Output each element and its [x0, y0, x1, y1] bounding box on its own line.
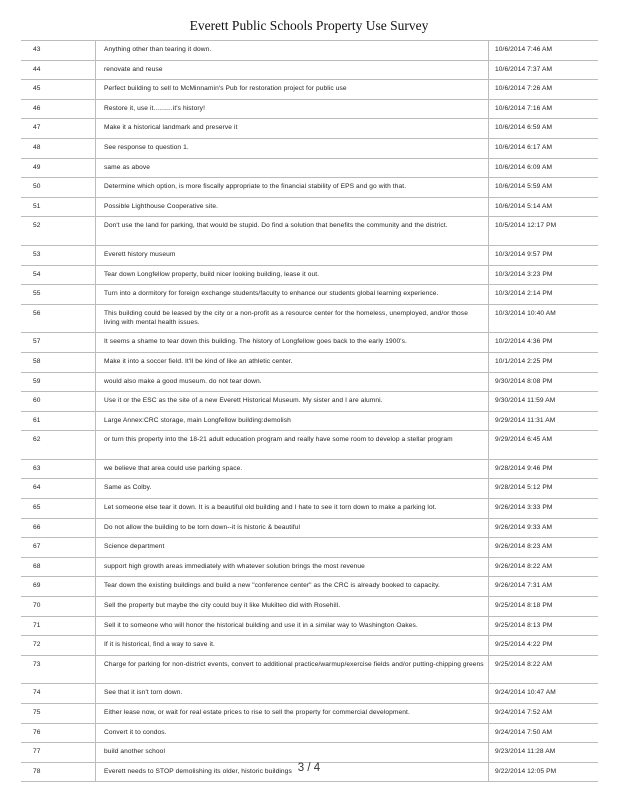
response-date: 10/6/2014 7:46 AM — [489, 41, 599, 61]
response-date: 10/3/2014 2:14 PM — [489, 285, 599, 305]
response-text: or turn this property into the 18-21 adult education program and really have some room to develop a stellar program — [96, 431, 489, 460]
response-number: 66 — [21, 518, 96, 538]
response-text: Either lease now, or wait for real estate prices to rise to sell the property for commercial development. — [96, 704, 489, 724]
response-date: 10/6/2014 5:14 AM — [489, 197, 599, 217]
table-row — [21, 304, 598, 333]
table-row — [21, 99, 598, 119]
response-date: 10/3/2014 3:23 PM — [489, 265, 599, 285]
response-number: 65 — [21, 499, 96, 519]
response-number: 74 — [21, 684, 96, 704]
response-date: 9/26/2014 8:22 AM — [489, 557, 599, 577]
response-number: 46 — [21, 99, 96, 119]
table-row — [21, 557, 598, 577]
response-number: 45 — [21, 80, 96, 100]
table-row — [21, 119, 598, 139]
response-date: 9/26/2014 8:23 AM — [489, 538, 599, 558]
response-number: 55 — [21, 285, 96, 305]
page-title: Everett Public Schools Property Use Survey — [189, 18, 429, 33]
response-date: 10/6/2014 7:37 AM — [489, 60, 599, 80]
response-number: 54 — [21, 265, 96, 285]
table-row — [21, 723, 598, 743]
response-text: This building could be leased by the city or a non-profit as a resource center for the homeless, unemployed, and/or those living with mental health issues. — [96, 304, 489, 333]
response-date: 9/29/2014 11:31 AM — [489, 411, 599, 431]
table-row — [21, 285, 598, 305]
table-row — [21, 704, 598, 724]
response-text: would also make a good museum. do not tear down. — [96, 372, 489, 392]
response-text: Let someone else tear it down. It is a beautiful old building and I hate to see it torn down to make a parking lot. — [96, 499, 489, 519]
response-text: Large Annex:CRC storage, main Longfellow building:demolish — [96, 411, 489, 431]
response-date: 9/28/2014 9:46 PM — [489, 459, 599, 479]
response-number: 70 — [21, 597, 96, 617]
table-row — [21, 479, 598, 499]
response-date: 9/25/2014 4:22 PM — [489, 636, 599, 656]
response-number: 47 — [21, 119, 96, 139]
table-row — [21, 411, 598, 431]
response-text: renovate and reuse — [96, 60, 489, 80]
table-row — [21, 158, 598, 178]
response-number: 52 — [21, 217, 96, 246]
response-date: 10/6/2014 7:16 AM — [489, 99, 599, 119]
table-row — [21, 392, 598, 412]
response-text: same as above — [96, 158, 489, 178]
table-row — [21, 333, 598, 353]
response-date: 9/24/2014 7:52 AM — [489, 704, 599, 724]
response-number: 59 — [21, 372, 96, 392]
table-row — [21, 372, 598, 392]
response-text: Everett needs to STOP demolishing its older, historic buildings — [96, 762, 489, 782]
response-text: Do not allow the building to be torn down--it is historic & beautiful — [96, 518, 489, 538]
response-number: 62 — [21, 431, 96, 460]
response-date: 9/26/2014 9:33 AM — [489, 518, 599, 538]
response-date: 9/26/2014 3:33 PM — [489, 499, 599, 519]
response-text: support high growth areas immediately with whatever solution brings the most revenue — [96, 557, 489, 577]
response-text: we believe that area could use parking space. — [96, 459, 489, 479]
table-row — [21, 655, 598, 684]
response-text: Make it into a soccer field. It'll be kind of like an athletic center. — [96, 352, 489, 372]
response-number: 78 — [21, 762, 96, 782]
table-row — [21, 499, 598, 519]
response-text: Charge for parking for non-district events, convert to additional practice/warmup/exercise fields and/or putting-chipping greens — [96, 655, 489, 684]
response-date: 9/30/2014 8:08 PM — [489, 372, 599, 392]
response-date: 10/3/2014 10:40 AM — [489, 304, 599, 333]
table-row — [21, 518, 598, 538]
table-row — [21, 684, 598, 704]
response-number: 44 — [21, 60, 96, 80]
response-date: 9/26/2014 7:31 AM — [489, 577, 599, 597]
response-date: 9/23/2014 11:28 AM — [489, 743, 599, 763]
table-row — [21, 138, 598, 158]
response-number: 61 — [21, 411, 96, 431]
response-text: Everett history museum — [96, 245, 489, 265]
table-row — [21, 265, 598, 285]
response-text: Convert it to condos. — [96, 723, 489, 743]
response-date: 9/25/2014 8:13 PM — [489, 616, 599, 636]
response-text: build another school — [96, 743, 489, 763]
response-date: 9/24/2014 10:47 AM — [489, 684, 599, 704]
table-row — [21, 743, 598, 763]
response-date: 9/28/2014 5:12 PM — [489, 479, 599, 499]
table-row — [21, 352, 598, 372]
response-text: Restore it, use it..........it's history! — [96, 99, 489, 119]
response-date: 10/1/2014 2:25 PM — [489, 352, 599, 372]
table-row — [21, 178, 598, 198]
page-indicator: 3 / 4 — [297, 762, 321, 774]
table-row — [21, 616, 598, 636]
response-date: 9/22/2014 12:05 PM — [489, 762, 599, 782]
response-number: 76 — [21, 723, 96, 743]
response-text: Don't use the land for parking, that would be stupid. Do find a solution that benefits the community and the district. — [96, 217, 489, 246]
response-date: 10/6/2014 6:59 AM — [489, 119, 599, 139]
response-date: 10/6/2014 5:59 AM — [489, 178, 599, 198]
response-number: 60 — [21, 392, 96, 412]
response-text: Sell it to someone who will honor the historical building and use it in a similar way to Washington Oakes. — [96, 616, 489, 636]
response-text: Same as Colby. — [96, 479, 489, 499]
response-date: 10/6/2014 7:26 AM — [489, 80, 599, 100]
table-row — [21, 431, 598, 460]
response-text: Anything other than tearing it down. — [96, 41, 489, 61]
response-text: Tear down the existing buildings and build a new "conference center" as the CRC is already booked to capacity. — [96, 577, 489, 597]
response-number: 43 — [21, 41, 96, 61]
response-number: 64 — [21, 479, 96, 499]
table-row — [21, 245, 598, 265]
table-row — [21, 459, 598, 479]
response-date: 10/5/2014 12:17 PM — [489, 217, 599, 246]
response-date: 10/6/2014 6:09 AM — [489, 158, 599, 178]
response-text: If it is historical, find a way to save it. — [96, 636, 489, 656]
response-number: 49 — [21, 158, 96, 178]
table-row — [21, 197, 598, 217]
table-row — [21, 636, 598, 656]
response-number: 48 — [21, 138, 96, 158]
response-number: 69 — [21, 577, 96, 597]
response-text: Use it or the ESC as the site of a new Everett Historical Museum. My sister and I are alumni. — [96, 392, 489, 412]
response-text: See response to question 1. — [96, 138, 489, 158]
response-number: 75 — [21, 704, 96, 724]
response-date: 9/29/2014 6:45 AM — [489, 431, 599, 460]
table-row — [21, 597, 598, 617]
response-text: Science department — [96, 538, 489, 558]
response-text: Make it a historical landmark and preserve it — [96, 119, 489, 139]
response-date: 9/25/2014 8:22 AM — [489, 655, 599, 684]
response-number: 51 — [21, 197, 96, 217]
response-number: 58 — [21, 352, 96, 372]
response-number: 73 — [21, 655, 96, 684]
response-number: 72 — [21, 636, 96, 656]
response-date: 9/30/2014 11:59 AM — [489, 392, 599, 412]
response-number: 67 — [21, 538, 96, 558]
table-row — [21, 41, 598, 61]
table-row — [21, 577, 598, 597]
response-text: Determine which option, is more fiscally appropriate to the financial stability of EPS and go with that. — [96, 178, 489, 198]
response-text: Turn into a dormitory for foreign exchange students/faculty to enhance our students global learning experience. — [96, 285, 489, 305]
table-row — [21, 538, 598, 558]
response-number: 50 — [21, 178, 96, 198]
response-text: It seems a shame to tear down this building. The history of Longfellow goes back to the early 1900's. — [96, 333, 489, 353]
response-date: 9/25/2014 8:18 PM — [489, 597, 599, 617]
table-row — [21, 80, 598, 100]
response-text: Possible Lighthouse Cooperative site. — [96, 197, 489, 217]
response-date: 10/6/2014 6:17 AM — [489, 138, 599, 158]
table-row — [21, 217, 598, 246]
response-text: Perfect building to sell to McMinnamin's Pub for restoration project for public use — [96, 80, 489, 100]
response-text: Sell the property but maybe the city could buy it like Mukilteo did with Rosehill. — [96, 597, 489, 617]
response-date: 9/24/2014 7:50 AM — [489, 723, 599, 743]
response-date: 10/2/2014 4:36 PM — [489, 333, 599, 353]
response-number: 57 — [21, 333, 96, 353]
response-number: 63 — [21, 459, 96, 479]
response-text: See that it isn't torn down. — [96, 684, 489, 704]
response-number: 53 — [21, 245, 96, 265]
response-date: 10/3/2014 9:57 PM — [489, 245, 599, 265]
response-number: 56 — [21, 304, 96, 333]
table-row — [21, 60, 598, 80]
response-number: 71 — [21, 616, 96, 636]
response-number: 77 — [21, 743, 96, 763]
response-number: 68 — [21, 557, 96, 577]
response-text: Tear down Longfellow property, build nicer looking building, lease it out. — [96, 265, 489, 285]
responses-table — [21, 40, 598, 782]
